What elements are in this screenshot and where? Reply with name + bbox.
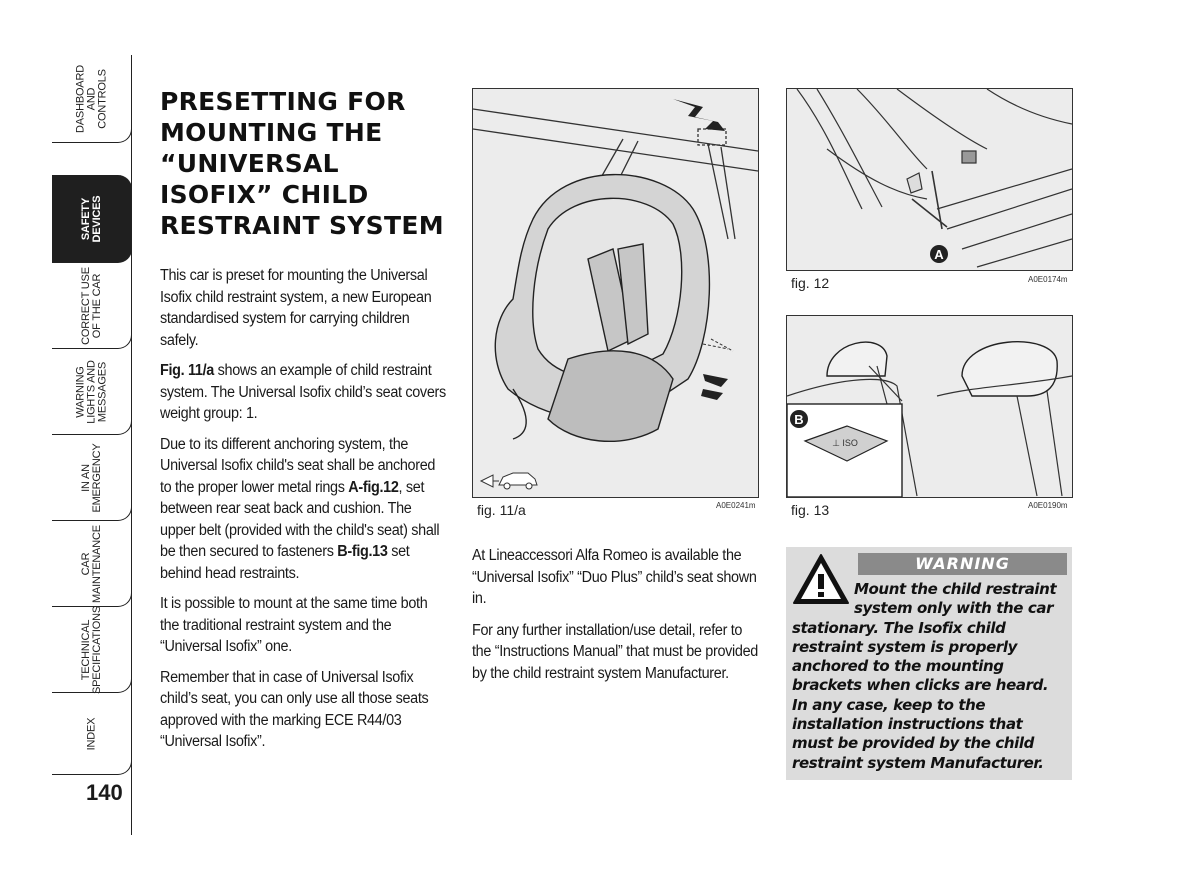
- svg-text:⊥ ISO: ⊥ ISO: [832, 438, 858, 448]
- figure-caption: fig. 13: [791, 502, 830, 518]
- tab-label: WARNING LIGHTS AND MESSAGES: [74, 359, 108, 424]
- figure-ref: A-fig.12: [348, 478, 399, 496]
- tab-label: DASHBOARD AND CONTROLS: [74, 64, 108, 133]
- page-number: 140: [86, 780, 123, 805]
- figure-code: A0E0190m: [1028, 501, 1068, 510]
- figure-top-tether: [786, 315, 1073, 498]
- paragraph-text: shows an example of child restraint system. The Universal Isofix child’s seat covers weight group: 1.: [160, 362, 446, 422]
- tab-index[interactable]: [52, 693, 132, 775]
- paragraph-text: , set between rear seat back and cushion. The upper belt (provided with the child's seat) shall be then secured to fasteners: [160, 478, 440, 560]
- marker-a: A: [934, 247, 944, 262]
- paragraph: [160, 360, 446, 425]
- paragraph-text: Due to its different anchoring system, the Universal Isofix child's seat shall be anchored to the proper lower metal rings: [160, 435, 436, 496]
- tab-label: SAFETY DEVICES: [79, 195, 103, 242]
- warning-body: stationary. The Isofix child restraint system is properly anchored to the mounting brackets when clicks are heard. In any case, keep to the installation instructions that must be provided by the child restraint system Manufacturer.: [792, 618, 1049, 772]
- tab-technical-specifications[interactable]: [52, 607, 132, 693]
- warning-line: system only with the car: [854, 599, 1054, 618]
- paragraph: It is possible to mount at the same time both the traditional restraint system and the “Universal Isofix” one.: [160, 595, 428, 655]
- figure-code: A0E0174m: [1028, 275, 1068, 284]
- tab-label: CAR MAINTENANCE: [79, 524, 103, 603]
- figure-caption: fig. 12: [791, 275, 830, 291]
- rear-seat-anchors-illustration: [787, 89, 1072, 270]
- tab-correct-use-of-the-car[interactable]: [52, 263, 132, 349]
- figure-caption: fig. 11/a: [477, 502, 526, 518]
- paragraph-text: set behind head restraints.: [160, 543, 410, 582]
- body-column-middle: [472, 545, 760, 694]
- figure-child-seat: [472, 88, 759, 498]
- tab-car-maintenance[interactable]: [52, 521, 132, 607]
- warning-heading: WARNING: [858, 553, 1067, 575]
- tab-safety-devices[interactable]: [52, 175, 132, 263]
- figure-ref: B-fig.13: [337, 543, 388, 560]
- body-column-left: [160, 265, 446, 762]
- figure-ref: Fig. 11/a: [160, 362, 214, 379]
- tab-warning-lights-and-messages[interactable]: [52, 349, 132, 435]
- tab-label: IN AN EMERGENCY: [79, 442, 103, 513]
- head-restraints-illustration: [787, 316, 1072, 497]
- marker-b: B: [794, 412, 804, 427]
- child-seat-illustration: [473, 89, 758, 497]
- warning-line: Mount the child restraint: [854, 580, 1057, 598]
- tab-dashboard-and-controls[interactable]: [52, 55, 132, 143]
- paragraph: Remember that in case of Universal Isofix child’s seat, you can only use all those seats approved with the marking ECE R44/03 “Universal Isofix”.: [160, 668, 429, 750]
- tab-label: TECHNICAL SPECIFICATIONS: [79, 605, 103, 694]
- figure-code: A0E0241m: [716, 501, 756, 510]
- paragraph: This car is preset for mounting the Universal Isofix child restraint system, a new European standardised system for carrying children safely.: [160, 267, 432, 349]
- paragraph: For any further installation/use detail, refer to the “Instructions Manual” that must be provided by the child restraint system Manufacturer.: [472, 621, 758, 682]
- warning-text: [792, 580, 1068, 773]
- tab-label: INDEX: [85, 717, 97, 750]
- section-title: PRESETTING FOR MOUNTING THE “UNIVERSAL ISOFIX” CHILD RESTRAINT SYSTEM: [160, 87, 444, 240]
- chapter-sidebar: [52, 55, 132, 835]
- tab-label: CORRECT USE OF THE CAR: [79, 266, 103, 345]
- paragraph: [160, 434, 446, 585]
- figure-isofix-anchors: [786, 88, 1073, 271]
- paragraph: At Lineaccessori Alfa Romeo is available the “Universal Isofix” “Duo Plus” child’s seat shown in.: [472, 547, 757, 607]
- tab-in-an-emergency[interactable]: [52, 435, 132, 521]
